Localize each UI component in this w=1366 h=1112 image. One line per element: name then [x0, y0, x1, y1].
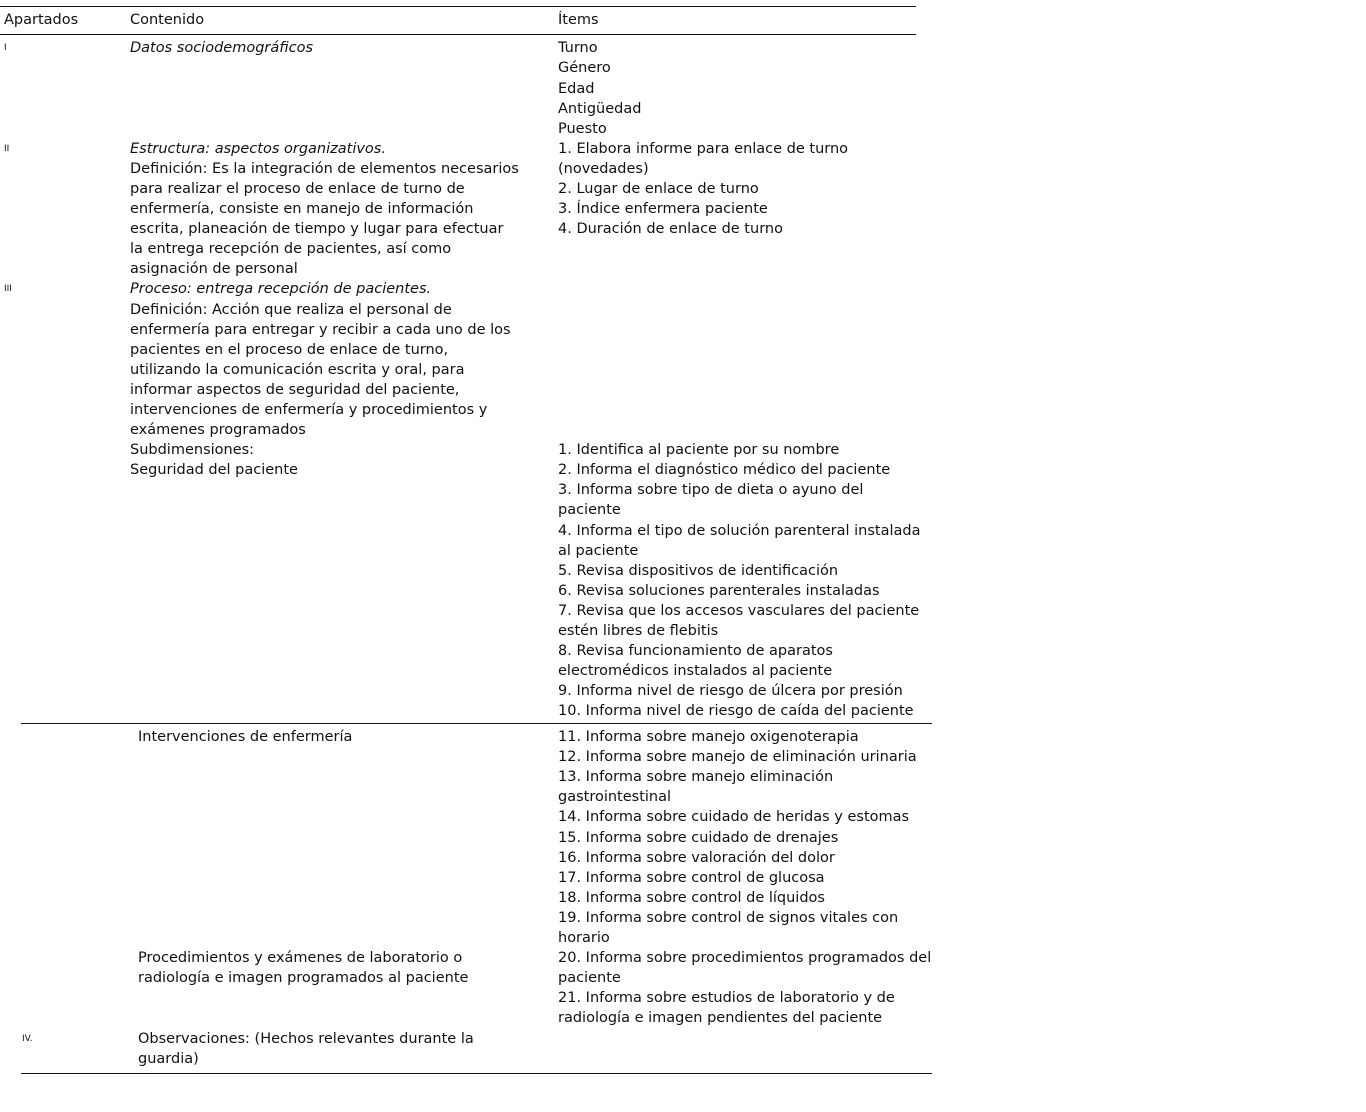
list-item: 14. Informa sobre cuidado de heridas y estomas: [558, 809, 910, 825]
list-item: 2. Informa el diagnóstico médico del paciente: [558, 462, 891, 478]
section-label: III: [4, 284, 12, 294]
list-item: paciente: [558, 502, 621, 518]
section-label: IV.: [22, 1034, 33, 1044]
list-item: 5. Revisa dispositivos de identificación: [558, 563, 839, 579]
header-items: Ítems: [558, 12, 599, 28]
definition-line: exámenes programados: [130, 422, 306, 438]
list-item: 1. Elabora informe para enlace de turno: [558, 141, 849, 157]
list-item: 8. Revisa funcionamiento de aparatos: [558, 643, 833, 659]
table-top-rule: [0, 6, 916, 7]
list-item: 10. Informa nivel de riesgo de caída del paciente: [558, 703, 914, 719]
list-item: (novedades): [558, 161, 649, 177]
subdimension-safety: Seguridad del paciente: [130, 462, 298, 478]
section-label: II: [4, 144, 10, 154]
list-item: paciente: [558, 970, 621, 986]
list-item: Turno: [558, 40, 598, 56]
list-item: al paciente: [558, 543, 639, 559]
list-item: 16. Informa sobre valoración del dolor: [558, 850, 835, 866]
subdimensions-label: Subdimensiones:: [130, 442, 255, 458]
list-item: electromédicos instalados al paciente: [558, 663, 833, 679]
list-item: 19. Informa sobre control de signos vitales con: [558, 910, 899, 926]
header-apartados: Apartados: [4, 12, 79, 28]
subdimension-interventions: Intervenciones de enfermería: [138, 729, 353, 745]
list-item: 3. Informa sobre tipo de dieta o ayuno del: [558, 482, 864, 498]
header-bottom-rule: [0, 34, 916, 35]
list-item: gastrointestinal: [558, 789, 672, 805]
definition-line: informar aspectos de seguridad del paciente,: [130, 382, 460, 398]
subdimension-procedures: Procedimientos y exámenes de laboratorio o: [138, 950, 463, 966]
definition-line: utilizando la comunicación escrita y oral, para: [130, 362, 465, 378]
section-title: Estructura: aspectos organizativos.: [130, 141, 386, 157]
list-item: 7. Revisa que los accesos vasculares del paciente: [558, 603, 920, 619]
list-item: 21. Informa sobre estudios de laboratorio y de: [558, 990, 895, 1006]
definition-line: Definición: Acción que realiza el personal de: [130, 302, 452, 318]
list-item: Antigüedad: [558, 101, 642, 117]
section-title: Proceso: entrega recepción de pacientes.: [130, 281, 432, 297]
table-bottom-rule: [21, 1073, 932, 1074]
list-item: estén libres de flebitis: [558, 623, 719, 639]
list-item: 4. Duración de enlace de turno: [558, 221, 783, 237]
definition-line: intervenciones de enfermería y procedimientos y: [130, 402, 488, 418]
page-break-rule: [21, 723, 932, 724]
observations-line: guardia): [138, 1051, 199, 1067]
definition-line: para realizar el proceso de enlace de turno de: [130, 181, 465, 197]
header-contenido: Contenido: [130, 12, 205, 28]
list-item: 17. Informa sobre control de glucosa: [558, 870, 825, 886]
list-item: 13. Informa sobre manejo eliminación: [558, 769, 834, 785]
definition-line: la entrega recepción de pacientes, así como: [130, 241, 452, 257]
list-item: 9. Informa nivel de riesgo de úlcera por presión: [558, 683, 903, 699]
list-item: 3. Índice enfermera paciente: [558, 201, 768, 217]
definition-line: enfermería para entregar y recibir a cada uno de los: [130, 322, 511, 338]
list-item: 20. Informa sobre procedimientos programados del: [558, 950, 932, 966]
list-item: Edad: [558, 81, 595, 97]
list-item: 15. Informa sobre cuidado de drenajes: [558, 830, 839, 846]
definition-line: enfermería, consiste en manejo de información: [130, 201, 474, 217]
list-item: 6. Revisa soluciones parenterales instaladas: [558, 583, 880, 599]
section-label: I: [4, 43, 7, 53]
definition-line: pacientes en el proceso de enlace de turno,: [130, 342, 449, 358]
section-content: Datos sociodemográficos: [130, 40, 314, 56]
list-item: horario: [558, 930, 610, 946]
list-item: Género: [558, 60, 611, 76]
definition-line: Definición: Es la integración de elementos necesarios: [130, 161, 519, 177]
list-item: radiología e imagen pendientes del paciente: [558, 1010, 883, 1026]
list-item: Puesto: [558, 121, 607, 137]
observations-line: Observaciones: (Hechos relevantes durante la: [138, 1031, 474, 1047]
list-item: 12. Informa sobre manejo de eliminación urinaria: [558, 749, 917, 765]
definition-line: asignación de personal: [130, 261, 298, 277]
list-item: 2. Lugar de enlace de turno: [558, 181, 759, 197]
definition-line: escrita, planeación de tiempo y lugar para efectuar: [130, 221, 504, 237]
list-item: 4. Informa el tipo de solución parenteral instalada: [558, 523, 921, 539]
list-item: 1. Identifica al paciente por su nombre: [558, 442, 840, 458]
list-item: 18. Informa sobre control de líquidos: [558, 890, 825, 906]
list-item: 11. Informa sobre manejo oxigenoterapia: [558, 729, 859, 745]
subdimension-procedures: radiología e imagen programados al paciente: [138, 970, 469, 986]
